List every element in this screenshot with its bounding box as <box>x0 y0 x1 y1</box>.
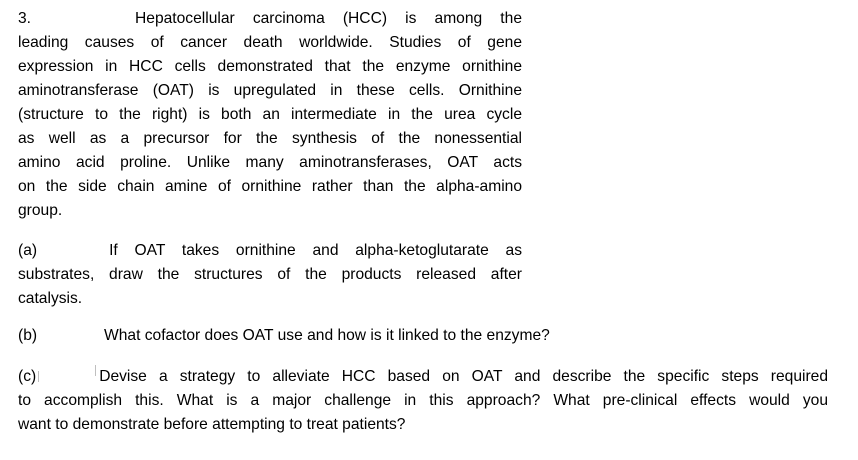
question-3-line-3: expression in HCC cells demonstrated that the enzyme ornithine <box>18 58 522 75</box>
question-3-line-4: aminotransferase (OAT) is upregulated in these cells. Ornithine <box>18 82 522 99</box>
part-a <box>18 239 522 311</box>
part-a-line-2: substrates, draw the structures of the products released after <box>18 266 522 283</box>
part-b-text: What cofactor does OAT use and how is it linked to the enzyme? <box>104 327 550 344</box>
part-b-label: (b) <box>18 327 38 344</box>
question-3-intro <box>18 7 522 223</box>
question-3-line-8: on the side chain amine of ornithine rather than the alpha-amino <box>18 178 522 195</box>
question-3-line-1: Hepatocellular carcinoma (HCC) is among the <box>135 10 522 27</box>
question-3-line-9: group. <box>18 202 63 219</box>
question-3-line-2: leading causes of cancer death worldwide. Studies of gene <box>18 34 522 51</box>
part-c-line-3: want to demonstrate before attempting to treat patients? <box>18 416 406 433</box>
part-c-line-2: to accomplish this. What is a major challenge in this approach? What pre-clinical effects would you <box>18 392 828 409</box>
text-cursor-mark <box>95 365 96 376</box>
question-3-line-5: (structure to the right) is both an intermediate in the urea cycle <box>18 106 522 123</box>
question-number: 3. <box>18 10 32 27</box>
text-cursor-mark <box>38 371 39 382</box>
part-b <box>18 324 828 348</box>
part-a-label: (a) <box>18 242 38 259</box>
question-3-line-6: as well as a precursor for the synthesis of the nonessential <box>18 130 522 147</box>
part-c-line-1: Devise a strategy to alleviate HCC based on OAT and describe the specific steps required <box>99 368 828 385</box>
part-c-label: (c) <box>18 368 37 385</box>
part-a-line-3: catalysis. <box>18 290 83 307</box>
question-3-first-line <box>18 7 522 31</box>
question-3-line-7: amino acid proline. Unlike many aminotransferases, OAT acts <box>18 154 522 171</box>
part-c <box>18 365 828 437</box>
part-a-first-line <box>18 239 522 263</box>
part-c-first-line <box>18 365 828 389</box>
part-a-line-1: If OAT takes ornithine and alpha-ketoglutarate as <box>109 242 522 259</box>
